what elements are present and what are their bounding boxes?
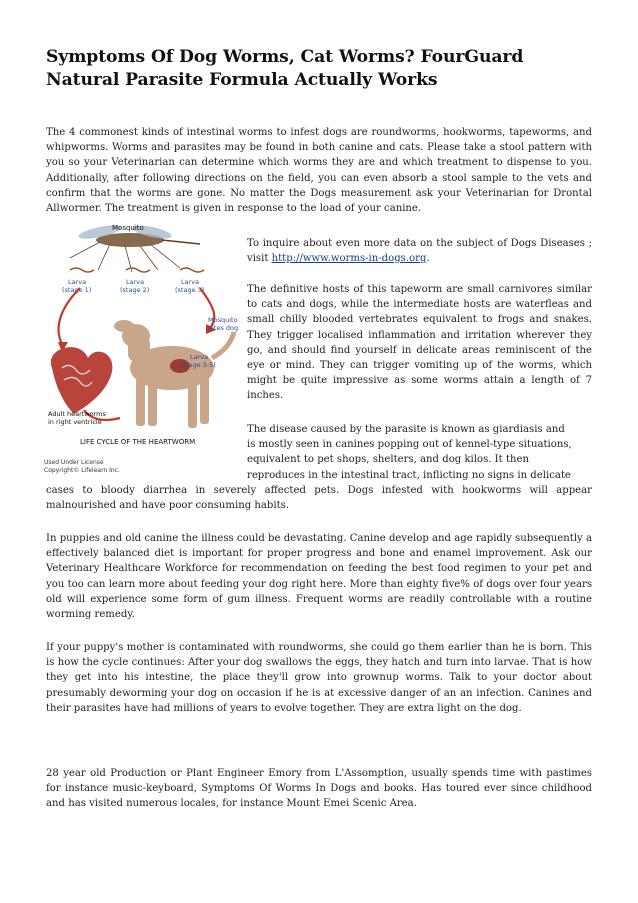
heartworm-lifecycle-figure [40,218,243,482]
inquire-text: To inquire about even more data on the subject of Dogs Diseases ; visit [247,238,592,265]
giardia-line-1: The disease caused by the parasite is known as giardiasis and [247,424,565,435]
larva35-label: Larva [190,353,209,361]
larva1-label: Larva [68,278,87,286]
paragraph-puppies: In puppies and old canine the illness could be devastating. Canine develop and age rapidly subsequently a effectively balanced diet is important for proper progress and bone and enamel improvement. Ask our Veterinary Healthcare Workforce for recommendation on feeding the best food regimen to your pet and you too can learn more about feeding your dog right here. More than eighty five% of dogs over four years old will experience some form of gum illness. Frequent worms are readily controllable with a routine worming remedy. [46,533,592,621]
heartworm-diagram [40,218,243,482]
paragraph-inquire [247,236,592,266]
larva35-stage: (stage 3-5) [180,361,216,369]
paragraph-giardia-continued: cases to bloody diarrhea in severely affected pets. Dogs infested with hookworms will appear malnourished and have poor consuming habits. [46,485,592,512]
larva3-label: Larva [181,278,200,286]
heart-label-2: in right ventricle [48,418,102,426]
giardia-line-2: is mostly seen in canines popping out of kennel-type situations, [247,439,572,451]
paragraph-roundworms: If your puppy's mother is contaminated with roundworms, she could go them earlier than he is born. This is how the cycle continues: After your dog swallows the eggs, they hatch and turn into larvae. That is how they get into his intestine, the place they'll grow into grownup worms. Talk to your doctor about presumably deworming your dog on occasion if he is at excessive danger of an an infection. Canines and their parasites have had millions of years to evolve together. They are extra light on the dog. [46,642,592,714]
larva3-stage: (stage 3) [175,286,205,294]
larva2-stage: (stage 2) [120,286,150,294]
paragraph-author-bio: 28 year old Production or Plant Engineer Emory from L'Assomption, usually spends time with pastimes for instance music-keyboard, Symptoms Of Worms In Dogs and books. Has toured ever since childhood and has visited numerous locales, for instance Mount Emei Scenic Area. [46,768,592,810]
giardia-line-3: equivalent to pet shops, shelters, and dog kilos. It then [247,454,529,466]
larva2-label: Larva [126,278,145,286]
figure-copyright: Copyright© Lifelearn Inc. [44,467,120,474]
worms-in-dogs-link[interactable]: http://www.worms-in-dogs.org [271,253,427,265]
figure-credit: Used Under License [44,459,104,466]
larva-stages [70,268,204,272]
paragraph-intro: The 4 commonest kinds of intestinal worms to infest dogs are roundworms, hookworms, tapeworms, and whipworms. Worms and parasites may be found in both canine and cats. Please take a stool pattern with you so your Veterinarian can determine which worms they are and which treatment to dispense to you. Additionally, after following directions on the field, you can even absorb a stool sample to the vets and confirm that the worms are gone. No matter the Dogs measurement ask your Veterinarian for Drontal Allwormer. The treatment is given in response to the load of your canine. [46,127,592,215]
inquire-period: . [426,253,430,265]
paragraph-tapeworm: The definitive hosts of this tapeworm are small carnivores similar to cats and dogs, while the intermediate hosts are waterfleas and small chilly blooded vertebrates equivalent to frogs and snakes. They trigger localised inflammation and irritation wherever they go, and should find yourself in delicate areas reminiscent of the eye or mind. They can trigger vomiting up of the worms, which might be quite impressive as some worms attain a length of 7 inches. [247,284,592,402]
giardia-line-4: reproduces in the intestinal tract, inflicting no signs in delicate [247,469,571,481]
mosquito-label: Mosquito [112,224,144,232]
larva1-stage: (stage 1) [62,286,92,294]
heart-illustration [51,347,113,414]
paragraph-giardia-column [247,422,592,483]
bite-label: Mosquito [208,316,238,324]
heart-label: Adult heartworms [48,410,106,418]
bite-label-2: bites dog [208,324,239,332]
figure-caption: LIFE CYCLE OF THE HEARTWORM [80,438,196,446]
dog-illustration [114,320,234,428]
article-title: Symptoms Of Dog Worms, Cat Worms? FourGuard Natural Parasite Formula Actually Works [46,47,524,90]
